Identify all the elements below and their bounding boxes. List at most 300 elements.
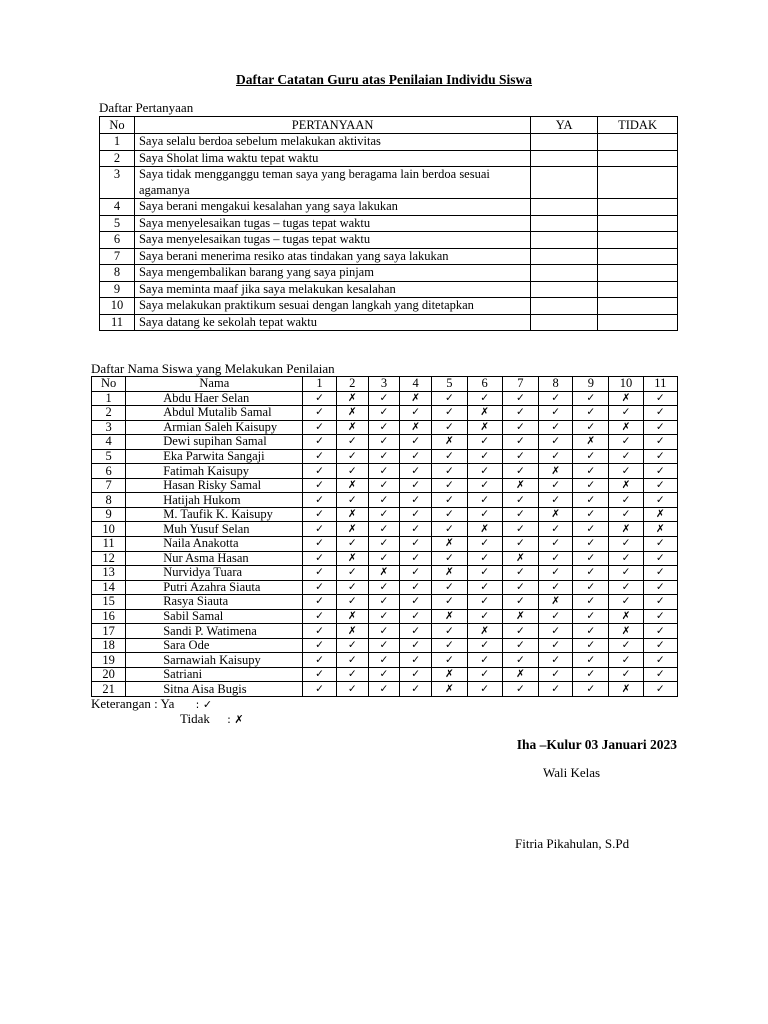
check-mark-icon: ✓ [432,464,467,479]
question-ya-cell [531,314,598,331]
check-mark-icon: ✓ [368,522,399,537]
question-tidak-cell [598,265,678,282]
question-row [100,314,678,331]
check-mark-icon: ✓ [467,391,502,406]
student-no: 14 [92,580,126,595]
student-row [92,464,678,479]
check-mark-icon: ✓ [400,551,432,566]
check-mark-icon: ✓ [573,522,609,537]
check-mark-icon: ✓ [573,580,609,595]
student-no: 4 [92,435,126,450]
check-mark-icon: ✓ [467,537,502,552]
check-mark-icon: ✓ [573,537,609,552]
question-text: Saya meminta maaf jika saya melakukan kesalahan [134,281,530,298]
student-name: Sitna Aisa Bugis [126,682,303,697]
check-mark-icon: ✓ [368,624,399,639]
student-row [92,522,678,537]
cross-mark-icon: ✗ [432,667,467,682]
check-mark-icon: ✓ [643,609,677,624]
student-no: 6 [92,464,126,479]
cross-mark-icon: ✗ [538,595,572,610]
check-mark-icon: ✓ [303,435,336,450]
student-name: Dewi supihan Samal [126,435,303,450]
check-mark-icon: ✓ [502,493,538,508]
check-mark-icon: ✓ [573,595,609,610]
check-mark-icon: ✓ [502,624,538,639]
check-mark-icon: ✓ [643,435,677,450]
cross-mark-icon: ✗ [467,406,502,421]
student-name: M. Taufik K. Kaisupy [126,507,303,522]
header-question-1: 1 [303,377,336,392]
student-row [92,580,678,595]
header-question-5: 5 [432,377,467,392]
student-no: 18 [92,638,126,653]
check-mark-icon: ✓ [502,435,538,450]
question-tidak-cell [598,150,678,167]
check-mark-icon: ✓ [502,420,538,435]
check-mark-icon: ✓ [303,638,336,653]
student-no: 3 [92,420,126,435]
student-name: Satriani [126,667,303,682]
student-no: 12 [92,551,126,566]
student-no: 20 [92,667,126,682]
check-mark-icon: ✓ [573,391,609,406]
check-mark-icon: ✓ [400,653,432,668]
legend-tidak [180,711,244,727]
student-no: 15 [92,595,126,610]
check-mark-icon: ✓ [467,609,502,624]
student-no: 7 [92,478,126,493]
student-row [92,406,678,421]
check-mark-icon: ✓ [538,682,572,697]
check-mark-icon: ✓ [467,435,502,450]
check-mark-icon: ✓ [538,551,572,566]
header-question-10: 10 [609,377,643,392]
legend-ya [91,696,212,712]
check-mark-icon: ✓ [502,449,538,464]
student-row [92,551,678,566]
check-mark-icon: ✓ [303,580,336,595]
student-name: Abdu Haer Selan [126,391,303,406]
check-mark-icon: ✓ [502,653,538,668]
check-mark-icon: ✓ [573,624,609,639]
check-mark-icon: ✓ [573,493,609,508]
question-text: Saya berani menerima resiko atas tindakan yang saya lakukan [134,248,530,265]
cross-mark-icon: ✗ [336,522,368,537]
check-mark-icon: ✓ [368,638,399,653]
cross-mark-icon: ✗ [432,682,467,697]
check-mark-icon: ✓ [303,682,336,697]
check-mark-icon: ✓ [538,537,572,552]
cross-mark-icon: ✗ [502,551,538,566]
student-row [92,566,678,581]
check-mark-icon: ✓ [303,449,336,464]
check-mark-icon: ✓ [609,638,643,653]
student-row [92,507,678,522]
question-row [100,298,678,315]
student-no: 17 [92,624,126,639]
check-mark-icon: ✓ [400,566,432,581]
check-mark-icon: ✓ [467,464,502,479]
check-mark-icon: ✓ [303,566,336,581]
question-no: 10 [100,298,135,315]
header-no: No [100,117,135,134]
questions-table [99,116,678,331]
check-mark-icon: ✓ [538,435,572,450]
check-mark-icon: ✓ [643,580,677,595]
question-ya-cell [531,232,598,249]
student-no: 19 [92,653,126,668]
check-mark-icon: ✓ [573,478,609,493]
check-mark-icon: ✓ [336,449,368,464]
cross-mark-icon: ✗ [609,682,643,697]
check-mark-icon: ✓ [432,420,467,435]
check-mark-icon: ✓ [467,682,502,697]
check-mark-icon: ✓ [643,653,677,668]
student-row [92,609,678,624]
check-mark-icon: ✓ [368,595,399,610]
student-name: Nurvidya Tuara [126,566,303,581]
place-date: Iha –Kulur 03 Januari 2023 [516,737,677,752]
check-mark-icon: ✓ [336,653,368,668]
check-mark-icon: ✓ [400,507,432,522]
question-no: 9 [100,281,135,298]
signatory-name: Fitria Pikahulan, S.Pd [515,836,630,851]
check-mark-icon: ✓ [467,667,502,682]
document-title: Daftar Catatan Guru atas Penilaian Individu Siswa [235,72,533,87]
check-mark-icon: ✓ [368,478,399,493]
check-mark-icon: ✓ [609,537,643,552]
check-mark-icon: ✓ [336,667,368,682]
cross-mark-icon: ✗ [336,624,368,639]
question-ya-cell [531,215,598,232]
check-mark-icon: ✓ [538,493,572,508]
check-mark-icon: ✓ [643,624,677,639]
check-mark-icon: ✓ [538,566,572,581]
cross-mark-icon: ✗ [609,478,643,493]
question-tidak-cell [598,199,678,216]
question-no: 4 [100,199,135,216]
check-mark-icon: ✓ [643,638,677,653]
check-mark-icon: ✓ [538,624,572,639]
check-mark-icon: ✓ [573,406,609,421]
cross-mark-icon: ✗ [502,478,538,493]
student-name: Sara Ode [126,638,303,653]
legend-ya-label: Keterangan : Ya [91,696,175,711]
check-mark-icon: ✓ [432,522,467,537]
cross-mark-icon: ✗ [432,537,467,552]
check-mark-icon: ✓ [336,595,368,610]
student-name: Sabil Samal [126,609,303,624]
question-text: Saya Sholat lima waktu tepat waktu [134,150,530,167]
cross-mark-icon: ✗ [609,609,643,624]
question-ya-cell [531,248,598,265]
check-mark-icon: ✓ [368,493,399,508]
question-row [100,134,678,151]
check-mark-icon: ✓ [467,580,502,595]
question-tidak-cell [598,298,678,315]
check-mark-icon: ✓ [303,551,336,566]
check-mark-icon: ✓ [368,435,399,450]
cross-mark-icon: ✗ [538,464,572,479]
question-text: Saya menyelesaikan tugas – tugas tepat waktu [134,215,530,232]
student-row [92,478,678,493]
check-mark-icon: ✓ [502,507,538,522]
cross-mark-icon: ✗ [400,420,432,435]
cross-mark-icon: ✗ [336,507,368,522]
check-mark-icon: ✓ [538,667,572,682]
check-mark-icon: ✓ [400,449,432,464]
check-mark-icon: ✓ [400,638,432,653]
check-mark-icon: ✓ [573,566,609,581]
question-no: 1 [100,134,135,151]
students-header-row [92,377,678,392]
check-mark-icon: ✓ [609,580,643,595]
check-mark-icon: ✓ [400,667,432,682]
check-mark-icon: ✓ [432,638,467,653]
student-no: 1 [92,391,126,406]
check-mark-icon: ✓ [573,420,609,435]
check-mark-icon: ✓ [643,551,677,566]
student-row [92,682,678,697]
check-mark-icon: ✓ [573,653,609,668]
question-row [100,215,678,232]
check-mark-icon: ✓ [573,507,609,522]
cross-mark-icon: ✗ [336,478,368,493]
check-mark-icon: ✓ [643,537,677,552]
question-no: 5 [100,215,135,232]
check-mark-icon: ✓ [538,638,572,653]
check-mark-icon: ✓ [303,609,336,624]
check-mark-icon: ✓ [432,580,467,595]
check-mark-icon: ✓ [538,478,572,493]
question-no: 7 [100,248,135,265]
check-mark-icon: ✓ [368,420,399,435]
check-mark-icon: ✓ [400,624,432,639]
student-name: Abdul Mutalib Samal [126,406,303,421]
check-mark-icon: ✓ [609,595,643,610]
check-mark-icon: ✓ [502,391,538,406]
student-no: 8 [92,493,126,508]
student-name: Hasan Risky Samal [126,478,303,493]
check-mark-icon: ✓ [432,449,467,464]
student-name: Armian Saleh Kaisupy [126,420,303,435]
check-mark-icon: ✓ [467,566,502,581]
check-mark-icon: ✓ [303,391,336,406]
check-mark-icon: ✓ [502,566,538,581]
cross-mark-icon: ✗ [336,391,368,406]
check-mark-icon: ✓ [400,435,432,450]
check-mark-icon: ✓ [368,507,399,522]
question-no: 8 [100,265,135,282]
question-text: Saya mengembalikan barang yang saya pinjam [134,265,530,282]
question-row [100,199,678,216]
check-mark-icon: ✓ [609,667,643,682]
check-mark-icon: ✓ [609,653,643,668]
student-name: Hatijah Hukom [126,493,303,508]
check-mark-icon: ✓ [336,682,368,697]
cross-mark-icon: ✗ [609,391,643,406]
check-mark-icon: ✓ [400,406,432,421]
check-mark-icon: ✓ [368,406,399,421]
check-mark-icon: ✓ [336,580,368,595]
student-name: Sandi P. Watimena [126,624,303,639]
question-row [100,265,678,282]
check-mark-icon: ✓ [368,449,399,464]
student-name: Eka Parwita Sangaji [126,449,303,464]
check-mark-icon: ✓ [538,449,572,464]
question-tidak-cell [598,232,678,249]
cross-mark-icon: ✗ [336,406,368,421]
check-mark-icon: ✓ [643,682,677,697]
student-row [92,449,678,464]
cross-mark-icon: ✗ [538,507,572,522]
check-mark-icon: ✓ [336,464,368,479]
question-ya-cell [531,150,598,167]
header-question-7: 7 [502,377,538,392]
check-mark-icon: ✓ [432,493,467,508]
check-mark-icon: ✓ [303,507,336,522]
check-mark-icon: ✓ [303,667,336,682]
header-question-9: 9 [573,377,609,392]
question-no: 11 [100,314,135,331]
student-no: 9 [92,507,126,522]
student-row [92,391,678,406]
question-text: Saya melakukan praktikum sesuai dengan langkah yang ditetapkan [134,298,530,315]
question-text: Saya berani mengakui kesalahan yang saya lakukan [134,199,530,216]
check-mark-icon: ✓ [502,464,538,479]
check-mark-icon: ✓ [643,566,677,581]
check-mark-icon: ✓ [609,406,643,421]
question-ya-cell [531,199,598,216]
check-mark-icon: ✓ [303,493,336,508]
cross-mark-icon: ✗ [336,420,368,435]
check-mark-icon: ✓ [400,580,432,595]
check-mark-icon: ✓ [303,420,336,435]
check-mark-icon: ✓ [467,449,502,464]
check-mark-icon: ✓ [502,522,538,537]
student-row [92,537,678,552]
student-no: 10 [92,522,126,537]
check-mark-icon: ✓ [336,537,368,552]
cross-mark-icon: ✗ [432,435,467,450]
check-mark-icon: ✓ [643,667,677,682]
check-mark-icon: ✓ [467,551,502,566]
cross-mark-icon: ✗ [609,420,643,435]
question-row [100,281,678,298]
cross-mark-icon: ✗ [368,566,399,581]
student-name: Naila Anakotta [126,537,303,552]
check-mark-icon: ✓ [432,478,467,493]
student-row [92,624,678,639]
check-mark-icon: ✓ [467,478,502,493]
check-mark-icon: ✓ [303,478,336,493]
question-no: 3 [100,167,135,199]
check-mark-icon: ✓ [643,478,677,493]
question-tidak-cell [598,314,678,331]
question-row [100,248,678,265]
check-mark-icon: ✓ [467,493,502,508]
check-mark-icon: ✓ [432,551,467,566]
questions-header-row [100,117,678,134]
cross-mark-icon: ✗ [609,522,643,537]
question-row [100,167,678,199]
check-mark-icon: ✓ [467,653,502,668]
check-mark-icon: ✓ [573,667,609,682]
student-row [92,595,678,610]
question-tidak-cell [598,281,678,298]
check-mark-icon: ✓ [432,624,467,639]
student-row [92,653,678,668]
question-text: Saya datang ke sekolah tepat waktu [134,314,530,331]
cross-mark-icon: ✗ [400,391,432,406]
header-question-11: 11 [643,377,677,392]
check-mark-icon: ✓ [573,449,609,464]
question-no: 2 [100,150,135,167]
check-mark-icon: ✓ [643,595,677,610]
check-mark-icon: ✓ [400,537,432,552]
check-mark-icon: ✓ [400,493,432,508]
student-no: 11 [92,537,126,552]
check-mark-icon: ✓ [467,507,502,522]
student-name: Fatimah Kaisupy [126,464,303,479]
cross-mark-icon: ✗ [609,624,643,639]
cross-mark-icon: ✗ [336,609,368,624]
check-mark-icon: ✓ [368,464,399,479]
cross-mark-icon: ✗ [336,551,368,566]
check-mark-icon: ✓ [303,624,336,639]
check-mark-icon: ✓ [400,682,432,697]
check-mark-icon: ✓ [609,493,643,508]
check-mark-icon: ✓ [432,507,467,522]
check-mark-icon: ✓ [368,580,399,595]
check-mark-icon: ✓ [502,406,538,421]
check-mark-icon: ✓ [538,653,572,668]
check-mark-icon: ✓ [609,566,643,581]
check-mark-icon: ✓ [573,638,609,653]
check-mark-icon: ✓ [643,449,677,464]
check-mark-icon: ✓ [303,522,336,537]
cross-mark-icon: ✗ [432,566,467,581]
check-mark-icon: ✓ [400,478,432,493]
question-ya-cell [531,265,598,282]
check-mark-icon: ✓ [573,464,609,479]
student-row [92,435,678,450]
header-ya: YA [531,117,598,134]
question-ya-cell [531,134,598,151]
question-row [100,232,678,249]
check-mark-icon: ✓ [400,464,432,479]
signatory-role: Wali Kelas [543,765,601,780]
check-mark-icon: ✓ [400,595,432,610]
check-mark-icon: ✓ [609,435,643,450]
student-name: Rasya Siauta [126,595,303,610]
check-mark-icon: ✓ [502,638,538,653]
student-no: 16 [92,609,126,624]
header-question-2: 2 [336,377,368,392]
student-no: 13 [92,566,126,581]
students-label: Daftar Nama Siswa yang Melakukan Penilaian [91,361,335,376]
cross-mark-icon: ✗ [467,522,502,537]
student-row [92,667,678,682]
check-mark-icon: ✓ [400,609,432,624]
header-question-3: 3 [368,377,399,392]
check-mark-icon: ✓ [643,420,677,435]
header-question-8: 8 [538,377,572,392]
question-text: Saya selalu berdoa sebelum melakukan aktivitas [134,134,530,151]
check-mark-icon: ✓ [502,595,538,610]
check-mark-icon: ✓ [538,406,572,421]
